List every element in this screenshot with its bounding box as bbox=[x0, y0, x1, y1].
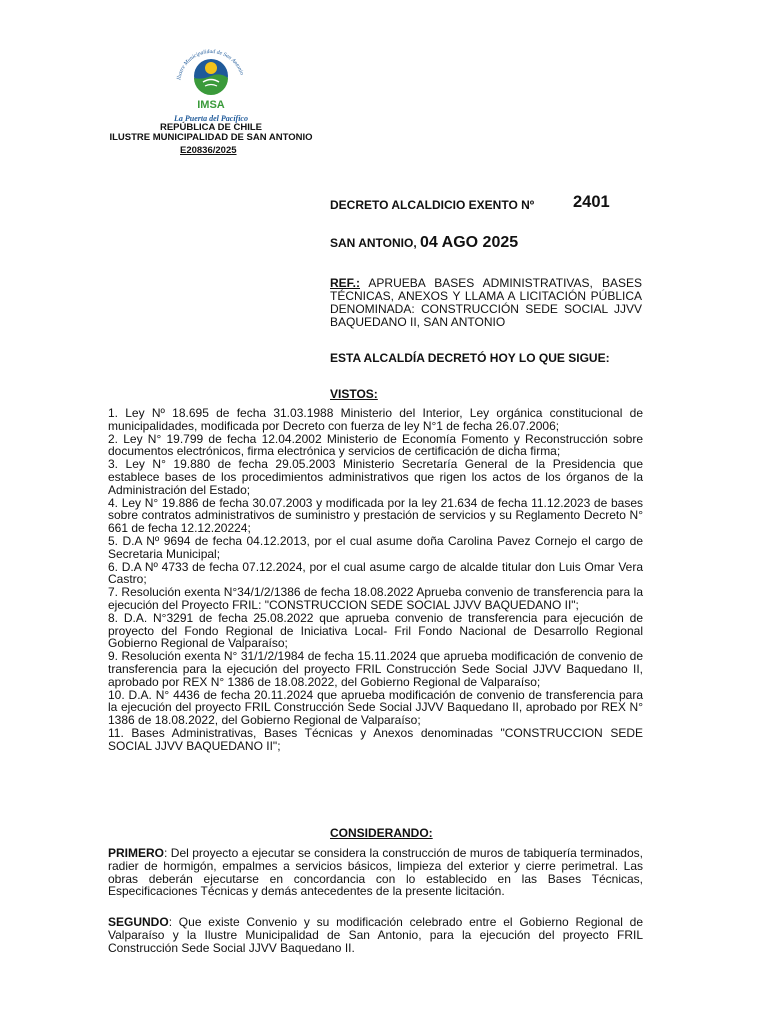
segundo-text: : Que existe Convenio y su modificación celebrado entre el Gobierno Regional de Valparaíso y la Ilustre Municipalidad de San Antonio, para la ejecución del proyecto FRIL Construcción Sede Social JJVV Baquedano II. bbox=[108, 915, 643, 955]
logo-tagline: La Puerta del Pacífico bbox=[174, 114, 248, 123]
vistos-item: 10. D.A. N° 4436 de fecha 20.11.2024 que aprueba modificación de convenio de transferencia para la ejecución del proyecto FRIL Construcción Sede Social JJVV Baquedano II, aprobado por REX N° 1386 de 18.08.2022, del Gobierno Regional de Valparaíso; bbox=[108, 687, 643, 728]
vistos-item: 9. Resolución exenta N° 31/1/2/1984 de fecha 15.11.2024 que aprueba modificación de convenio de transferencia para la ejecución del proyecto FRIL Construcción Sede Social JJVV Baquedano II, aprobado por REX N° 1386 de 18.08.2022, del Gobierno Regional de Valparaíso; bbox=[108, 649, 643, 689]
considerando-primero bbox=[108, 847, 643, 898]
vistos-title: VISTOS: bbox=[330, 387, 378, 401]
vistos-item: 5. D.A Nº 9694 de fecha 04.12.2013, por el cual asume doña Carolina Pavez Cornejo el cargo de Secretaria Municipal; bbox=[108, 533, 643, 561]
letterhead bbox=[101, 46, 321, 143]
vistos-item: 1. Ley Nº 18.695 de fecha 31.03.1988 Ministerio del Interior, Ley orgánica constitucional de municipalidades, modificada por Decreto con fuerza de ley N°1 de fecha 26.07.2006; bbox=[108, 406, 643, 433]
vistos-item: 11. Bases Administrativas, Bases Técnicas y Anexos denominadas "CONSTRUCCION SEDE SOCIAL JJVV BAQUEDANO II"; bbox=[108, 725, 643, 753]
vistos-list bbox=[108, 407, 643, 753]
considerando-title: CONSIDERANDO: bbox=[330, 826, 433, 840]
decree-label: DECRETO ALCALDICIO EXENTO Nº bbox=[330, 198, 535, 212]
vistos-item: 3. Ley N° 19.880 de fecha 29.05.2003 Ministerio Secretaría General de la Presidencia que establece bases de los procedimientos administrativos que rigen los actos de los órganos de la Administración del Estado; bbox=[108, 457, 643, 497]
reference-text: APRUEBA BASES ADMINISTRATIVAS, BASES TÉCNICAS, ANEXOS Y LLAMA A LICITACIÓN PÚBLICA DENOMINADA: CONSTRUCCIÓN SEDE SOCIAL JJVV BAQUEDANO II, SAN ANTONIO bbox=[330, 276, 642, 329]
city-date-line bbox=[330, 234, 642, 252]
vistos-item: 8. D.A. N°3291 de fecha 25.08.2022 que aprueba convenio de transferencia para ejecución de proyecto del Fondo Regional de Iniciativa Local- Fril Fondo Nacional de Desarrollo Regional Gobierno Regional de Valparaíso; bbox=[108, 610, 643, 651]
vistos-item: 7. Resolución exenta N°34/1/2/1386 de fecha 18.08.2022 Aprueba convenio de transferencia para la ejecución del Proyecto FRIL: "CONSTRUCCION SEDE SOCIAL JJVV BAQUEDANO II"; bbox=[108, 585, 643, 612]
logo-text: IMSA bbox=[197, 99, 225, 111]
resolution-statement: ESTA ALCALDÍA DECRETÓ HOY LO QUE SIGUE: bbox=[330, 351, 610, 365]
vistos-item: 2. Ley N° 19.799 de fecha 12.04.2002 Ministerio de Economía Fomento y Reconstrucción sobre documentos electrónicos, firma electrónica y servicios de certificación de dicha firma; bbox=[108, 431, 643, 459]
primero-text: : Del proyecto a ejecutar se considera la construcción de muros de tabiquería terminados, radier de hormigón, empalmes a servicios básicos, limpieza del exterior y cierre perimetral. Las obras deberán ejecutarse en concordancia con lo establecido en las Bases Técnicas, Especificaciones Técnicas y demás antecedentes de la presente licitación. bbox=[108, 846, 643, 899]
country-name: REPÚBLICA DE CHILE bbox=[159, 122, 263, 133]
decree-number: 2401 bbox=[573, 193, 610, 211]
institution-name: ILUSTRE MUNICIPALIDAD DE SAN ANTONIO bbox=[109, 132, 313, 143]
primero-label: PRIMERO bbox=[108, 846, 165, 860]
segundo-label: SEGUNDO bbox=[108, 915, 169, 929]
vistos-item: 6. D.A Nº 4733 de fecha 07.12.2024, por el cual asume cargo de alcalde titular don Luis Omar Vera Castro; bbox=[108, 559, 643, 587]
vistos-item: 4. Ley N° 19.886 de fecha 30.07.2003 y modificada por la ley 21.634 de fecha 11.12.2023 de bases sobre contratos administrativos de suministro y prestación de servicios y su Reglamento Decreto N° 661 de fecha 12.12.20224; bbox=[108, 495, 643, 536]
municipal-logo bbox=[173, 46, 249, 122]
file-code: E20836/2025 bbox=[180, 145, 237, 156]
city-name: SAN ANTONIO, bbox=[330, 236, 417, 250]
considerando-segundo bbox=[108, 916, 643, 954]
reference bbox=[330, 277, 642, 329]
decree-date: 04 AGO 2025 bbox=[420, 234, 519, 251]
reference-label: REF.: bbox=[330, 276, 360, 290]
logo-ring-text: Ilustre Municipalidad de San Antonio bbox=[176, 48, 245, 81]
